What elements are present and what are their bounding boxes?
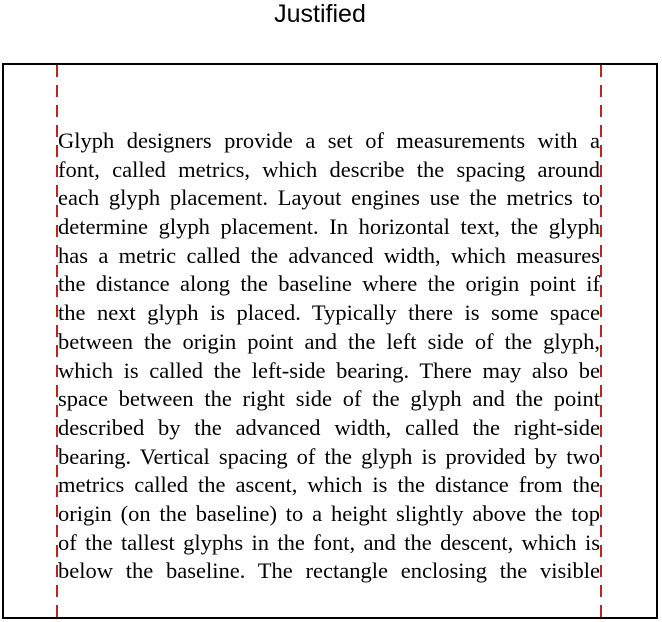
text-line (58, 270, 600, 299)
text-line-content: has a metric called the advanced width, which measures (58, 242, 600, 268)
text-line-content: the next glyph is placed. Typically there is some space (58, 300, 600, 326)
text-line (58, 557, 600, 586)
text-line-content: bearing. Vertical spacing of the glyph is provided by two (58, 443, 600, 469)
text-line (58, 471, 600, 500)
text-line (58, 184, 600, 213)
text-line-content: Glyph designers provide a set of measurements with a (58, 128, 600, 153)
text-line-content: the distance along the baseline where the origin point if (58, 271, 600, 297)
text-line-content: below the baseline. The rectangle enclosing the visible (58, 558, 600, 584)
text-line-content: determine glyph placement. In horizontal text, the glyph (58, 214, 600, 240)
text-line-content: each glyph placement. Layout engines use the metrics to (58, 185, 600, 211)
text-line-content: of the tallest glyphs in the font, and the descent, which is (58, 529, 600, 555)
text-line (58, 357, 600, 386)
text-line (58, 414, 600, 443)
text-line (58, 156, 600, 185)
text-line (58, 500, 600, 529)
text-line-content: metrics called the ascent, which is the distance from the (58, 472, 600, 498)
right-margin-guide-line (600, 65, 602, 617)
text-line-content: origin (on the baseline) to a height slightly above the top (58, 500, 600, 526)
text-line (58, 213, 600, 242)
text-line-content: font, called metrics, which describe the spacing around (58, 156, 600, 182)
text-line (58, 242, 600, 271)
text-line (58, 328, 600, 357)
text-line (58, 299, 600, 328)
text-line-content: described by the advanced width, called the right-side (58, 414, 600, 440)
window-title: Justified (274, 0, 366, 28)
text-line (58, 529, 600, 558)
text-line-content: between the origin point and the left side of the glyph, (58, 328, 600, 354)
text-line-content: space between the right side of the glyph and the point (58, 386, 600, 412)
text-line (58, 385, 600, 414)
text-line-content: which is called the left-side bearing. There may also be (58, 357, 600, 383)
text-line (58, 443, 600, 472)
justified-paragraph (58, 127, 600, 586)
left-margin-guide-line (56, 65, 58, 617)
text-line (58, 127, 600, 156)
